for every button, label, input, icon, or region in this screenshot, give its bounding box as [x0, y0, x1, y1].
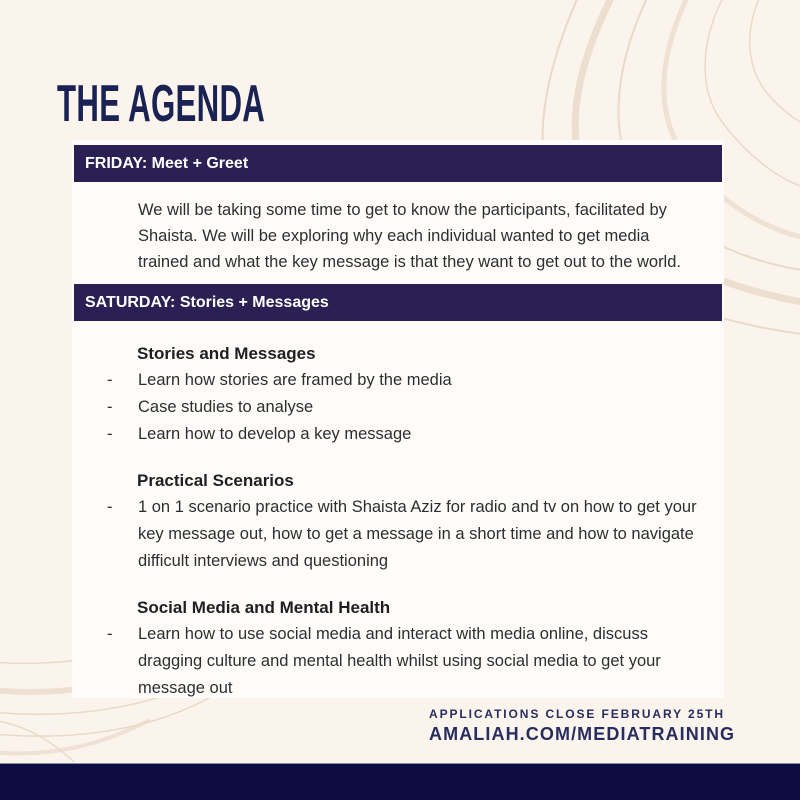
- bullet-dash: -: [107, 425, 113, 443]
- section-practical-scenarios: [72, 467, 710, 575]
- footer-bar: [0, 763, 800, 800]
- bullet-item: [72, 367, 710, 394]
- bullet-item: [72, 394, 710, 421]
- section-heading: Practical Scenarios: [137, 471, 294, 490]
- website-url-text: AMALIAH.COM/MEDIATRAINING: [429, 724, 736, 744]
- bullet-dash: -: [107, 371, 113, 389]
- section-social-media-mental-health: [72, 594, 710, 702]
- saturday-header-bar: [74, 284, 722, 321]
- page-title: THE AGENDA: [57, 75, 266, 133]
- section-stories-and-messages: [72, 340, 710, 448]
- bullet-text: Learn how to develop a key message: [138, 425, 412, 443]
- bullet-dash: -: [107, 398, 113, 416]
- saturday-header-label: SATURDAY: Stories + Messages: [85, 294, 329, 311]
- friday-description: We will be taking some time to get to know the participants, facilitated by Shaista. We will be exploring why each individual wanted to get media trained and what the key message is that they want to get out to the world.: [138, 201, 681, 271]
- bullet-text: Case studies to analyse: [138, 398, 314, 416]
- section-heading: Social Media and Mental Health: [137, 598, 391, 617]
- bullet-dash: -: [107, 498, 113, 516]
- footer-cta: [429, 707, 735, 745]
- bullet-item: [72, 494, 710, 575]
- friday-header-bar: [74, 145, 722, 182]
- friday-header-label: FRIDAY: Meet + Greet: [85, 155, 249, 172]
- applications-close-text: APPLICATIONS CLOSE FEBRUARY 25TH: [429, 707, 725, 721]
- bullet-item: [72, 621, 710, 702]
- section-heading: Stories and Messages: [137, 344, 316, 363]
- bullet-text: Learn how to use social media and interact with media online, discuss dragging culture and mental health whilst using social media to get your message out: [138, 625, 661, 697]
- bullet-item: [72, 421, 710, 448]
- bullet-dash: -: [107, 625, 113, 643]
- bullet-text: 1 on 1 scenario practice with Shaista Aziz for radio and tv on how to get your key message out, how to get a message in a short time and how to navigate difficult interviews and questioning: [138, 498, 697, 570]
- agenda-panel: [72, 140, 724, 698]
- bullet-text: Learn how stories are framed by the media: [138, 371, 452, 389]
